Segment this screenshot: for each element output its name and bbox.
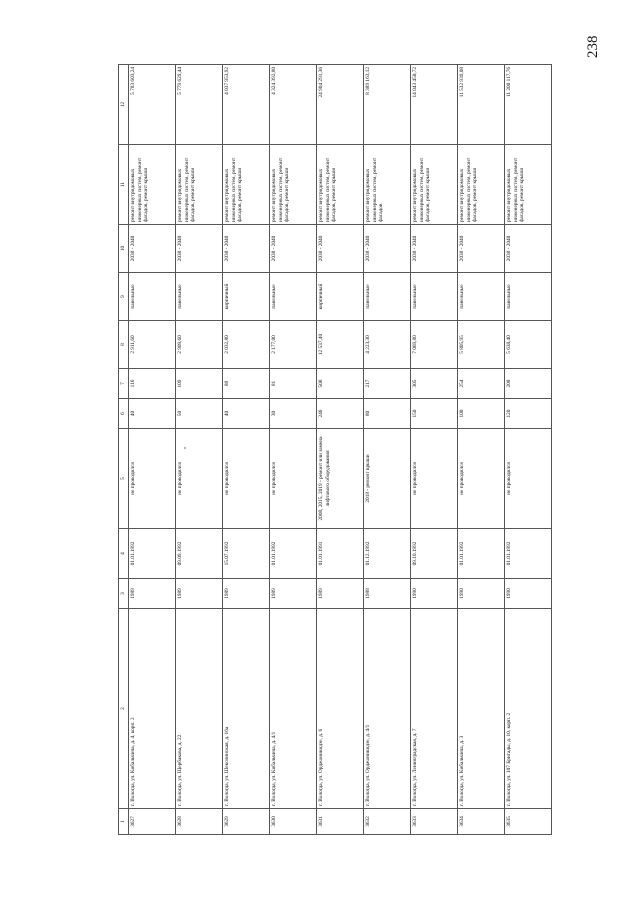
table-cell: 116: [129, 369, 176, 399]
table-cell: панельные: [411, 273, 458, 321]
table-cell: не проводился: [129, 429, 176, 529]
table-cell: панельные: [364, 273, 411, 321]
table-cell: г. Вологда, ул. Орджоникидзе, д. 4/1: [364, 609, 411, 809]
table-cell: панельные: [270, 273, 317, 321]
table-cell: г. Вологда, ул. Кибальчича, д. 3: [458, 609, 505, 809]
table-cell: 1989: [317, 579, 364, 609]
column-number-header: 9: [119, 273, 129, 321]
table-cell: ремонт внутридомовых инженерных систем, ремонт фасадов, ремонт крыши: [176, 145, 223, 225]
column-number-header: 4: [119, 529, 129, 579]
table-cell: 254: [458, 369, 505, 399]
table-cell: г. Вологда, ул. Ленинградская, д. 7: [411, 609, 458, 809]
table-cell: 1988: [364, 579, 411, 609]
table-cell: г. Вологда, ул. Кибальчича, д. 4/1: [270, 609, 317, 809]
table-cell: 3633: [411, 809, 458, 835]
table-cell: 2038 - 2040: [411, 225, 458, 273]
table-cell: ремонт внутридомовых инженерных систем, ремонт фасадов, ремонт крыши: [317, 145, 364, 225]
table-cell: ремонт внутридомовых инженерных систем, ремонт фасадов, ремонт крыши: [505, 145, 552, 225]
table-cell: 30: [270, 399, 317, 429]
table-cell: ремонт внутридомовых инженерных систем, ремонт фасадов: [364, 145, 411, 225]
table-cell: 2038 - 2040: [317, 225, 364, 273]
table-cell: ремонт внутридомовых инженерных систем, ремонт фасадов, ремонт крыши: [411, 145, 458, 225]
table-cell: 2038 - 2040: [458, 225, 505, 273]
table-cell: 3635: [505, 809, 552, 835]
table-cell: 12 537,40: [317, 321, 364, 369]
table-row: [176, 65, 223, 835]
table-cell: 2 911,60: [129, 321, 176, 369]
table-cell: 2038 - 2040: [505, 225, 552, 273]
table-cell: 1990: [411, 579, 458, 609]
table-cell: 4 037 953,92: [223, 65, 270, 145]
table-cell: 3631: [317, 809, 364, 835]
table-cell: 5 783 603,24: [129, 65, 176, 145]
table-cell: 5 805,95: [458, 321, 505, 369]
table-cell: 40: [223, 399, 270, 429]
column-number-header: 6: [119, 399, 129, 429]
column-number-row: [119, 65, 129, 835]
table-cell: не проводился: [270, 429, 317, 529]
column-number-header: 8: [119, 321, 129, 369]
table-cell: 3630: [270, 809, 317, 835]
table-row: [458, 65, 505, 835]
table-cell: панельные: [505, 273, 552, 321]
table-cell: 2038 - 2040: [270, 225, 317, 273]
table-cell: ремонт внутридомовых инженерных систем, ремонт фасадов, ремонт крыши: [129, 145, 176, 225]
table-cell: 7 069,80: [411, 321, 458, 369]
table-cell: ремонт внутридомовых инженерных систем, ремонт фасадов, ремонт крыши: [458, 145, 505, 225]
table-cell: 01.01.1991: [317, 529, 364, 579]
column-number-header: 5: [119, 429, 129, 529]
table-row: [270, 65, 317, 835]
table-cell: панельные: [176, 273, 223, 321]
table-cell: 150: [411, 399, 458, 429]
table-cell: не проводился: [176, 429, 223, 529]
table-cell: 109: [176, 369, 223, 399]
table-cell: г. Вологда, ул. 107 Бригады, д. 10, корп. 2: [505, 609, 552, 809]
table-cell: 1989: [270, 579, 317, 609]
table-cell: г. Вологда, ул. Орджоникидзе, д. 6: [317, 609, 364, 809]
table-cell: 01.01.1992: [270, 529, 317, 579]
table-cell: 3634: [458, 809, 505, 835]
table-cell: 81: [270, 369, 317, 399]
table-cell: 3632: [364, 809, 411, 835]
table-cell: 01.01.1992: [505, 529, 552, 579]
table-cell: 2038 - 2040: [129, 225, 176, 273]
table-cell: 11 532 939,08: [458, 65, 505, 145]
table-cell: 1989: [176, 579, 223, 609]
table-row: [317, 65, 364, 835]
table-cell: 120: [505, 399, 552, 429]
table-cell: 01.12.1992: [364, 529, 411, 579]
table-cell: 09.10.1992: [411, 529, 458, 579]
table-cell: кирпичный: [223, 273, 270, 321]
table-cell: 3628: [176, 809, 223, 835]
table-cell: 1990: [458, 579, 505, 609]
table-cell: г. Вологда, ул. Шекснинская, д. 16а: [223, 609, 270, 809]
table-cell: 2018 - ремонт крыши: [364, 429, 411, 529]
table-cell: 4 223,30: [364, 321, 411, 369]
table-cell: 208: [505, 369, 552, 399]
table-cell: 1989: [129, 579, 176, 609]
table-cell: 11 200 117,76: [505, 65, 552, 145]
table-row: [411, 65, 458, 835]
table-cell: 2 177,00: [270, 321, 317, 369]
column-number-header: 3: [119, 579, 129, 609]
column-number-header: 11: [119, 145, 129, 225]
table-cell: 508: [317, 369, 364, 399]
table-cell: 1989: [223, 579, 270, 609]
table-row: [129, 65, 176, 835]
table-cell: 40: [129, 399, 176, 429]
table-cell: 88: [223, 369, 270, 399]
table-cell: 2 909,60: [176, 321, 223, 369]
table-cell: панельные: [458, 273, 505, 321]
column-number-header: 7: [119, 369, 129, 399]
table-cell: 100: [458, 399, 505, 429]
table-cell: не проводился: [458, 429, 505, 529]
table-cell: 2038 - 2040: [364, 225, 411, 273]
column-number-header: 1: [119, 809, 129, 835]
table-cell: 3629: [223, 809, 270, 835]
table-cell: г. Вологда, ул. Щербакова, д. 22: [176, 609, 223, 809]
table-cell: 01.01.1992: [129, 529, 176, 579]
table-cell: не проводился: [505, 429, 552, 529]
table-cell: 8 389 163,12: [364, 65, 411, 145]
column-number-header: 12: [119, 65, 129, 145]
table-cell: 1990: [505, 579, 552, 609]
table-cell: 2038 - 2040: [223, 225, 270, 273]
table-cell: 09.09.1992: [176, 529, 223, 579]
table-cell: г. Вологда, ул. Кибальчича, д. 4, корп. 2: [129, 609, 176, 809]
table-row: [364, 65, 411, 835]
table-cell: ремонт внутридомовых инженерных систем, ремонт фасадов, ремонт крыши: [270, 145, 317, 225]
table-cell: 24 904 291,36: [317, 65, 364, 145]
table-cell: 80: [364, 399, 411, 429]
table-cell: 14 043 450,72: [411, 65, 458, 145]
table-cell: кирпичный: [317, 273, 364, 321]
table-cell: панельные: [129, 273, 176, 321]
table-cell: 4 324 392,80: [270, 65, 317, 145]
page-number: 238: [585, 35, 601, 58]
table-cell: 305: [411, 369, 458, 399]
table-row: [505, 65, 552, 835]
table-cell: 2008, 2015, 2019 - ремонт или замена лифтового оборудования: [317, 429, 364, 529]
column-number-header: 10: [119, 225, 129, 273]
table-cell: 01.01.1992: [458, 529, 505, 579]
table-cell: 5 638,40: [505, 321, 552, 369]
table-cell: 15.07.1992: [223, 529, 270, 579]
housing-registry-table: [118, 64, 552, 835]
table-cell: 2038 - 2040: [176, 225, 223, 273]
table-cell: 50: [176, 399, 223, 429]
table-cell: не проводился: [411, 429, 458, 529]
table-cell: 217: [364, 369, 411, 399]
table-cell: 5 779 629,44: [176, 65, 223, 145]
table-cell: ремонт внутридомовых инженерных систем, ремонт фасадов, ремонт крыши: [223, 145, 270, 225]
table-cell: 246: [317, 399, 364, 429]
column-number-header: 2: [119, 609, 129, 809]
table-body: [129, 65, 552, 835]
table-cell: не проводился: [223, 429, 270, 529]
table-row: [223, 65, 270, 835]
rotated-table-wrapper: [118, 65, 610, 835]
table-cell: 2 032,80: [223, 321, 270, 369]
table-cell: 3627: [129, 809, 176, 835]
